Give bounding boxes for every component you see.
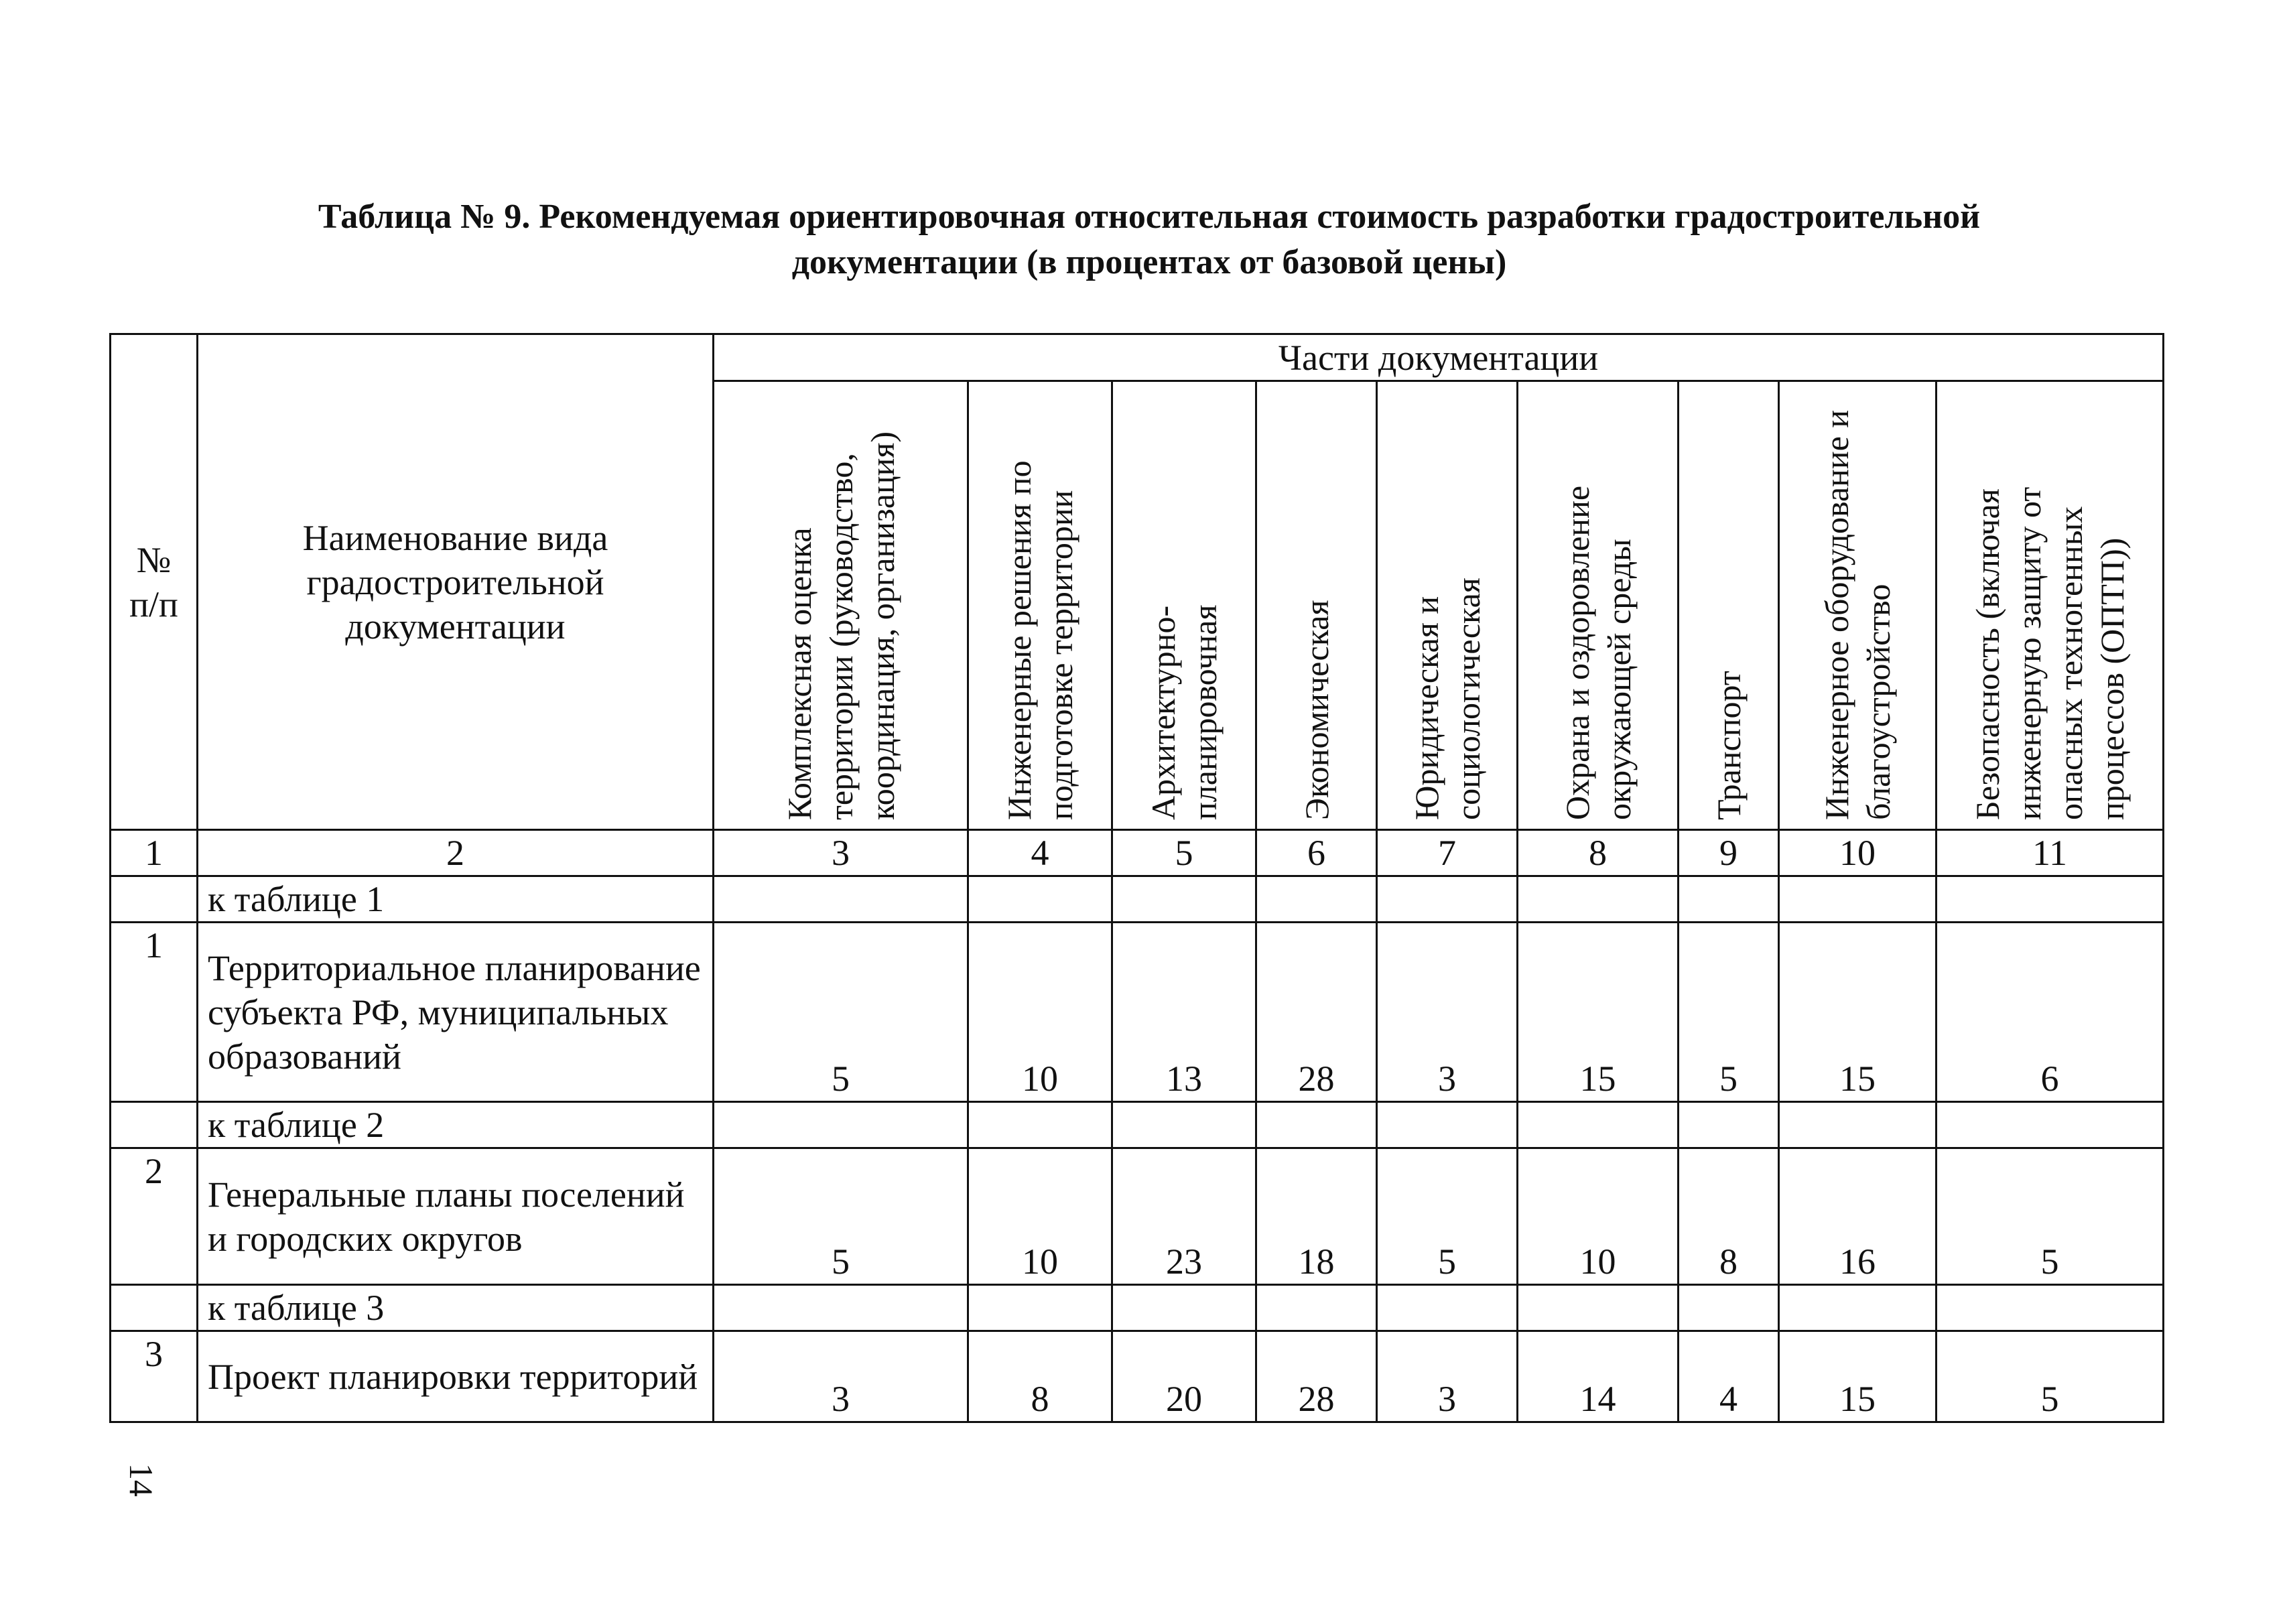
- header-num: № п/п: [111, 334, 198, 830]
- cost-table: [109, 333, 2164, 1423]
- page-number: 14: [123, 1463, 160, 1497]
- header-col-11: Безопасность (включая инженерную защиту от опасных техногенных процессов (ОПТП)): [1937, 381, 2164, 830]
- table-row: 1 Территориальное планирование субъекта РФ, муниципальных образований 5 10 13 28 3 15 5 15 6: [111, 923, 2164, 1102]
- section-row: к таблице 3: [111, 1285, 2164, 1331]
- table-row: 3 Проект планировки территорий 3 8 20 28 3 14 4 15 5: [111, 1331, 2164, 1422]
- header-col-7: Юридическая и социологическая: [1377, 381, 1518, 830]
- section-row: к таблице 1: [111, 876, 2164, 923]
- header-col-5: Архитектурно-планировочная: [1112, 381, 1256, 830]
- header-col-6: Экономическая: [1256, 381, 1377, 830]
- section-row: к таблице 2: [111, 1102, 2164, 1148]
- header-parts: Части документации: [714, 334, 2164, 381]
- header-col-4: Инженерные решения по подготовке территории: [968, 381, 1112, 830]
- header-name: Наименование вида градостроительной документации: [198, 334, 714, 830]
- header-col-9: Транспорт: [1679, 381, 1779, 830]
- table-title: [101, 194, 2198, 285]
- header-col-8: Охрана и оздоровление окружающей среды: [1518, 381, 1679, 830]
- title-line-2: документации (в процентах от базовой цены): [791, 243, 1507, 281]
- table-row: 2 Генеральные планы поселений и городских округов 5 10 23 18 5 10 8 16 5: [111, 1148, 2164, 1285]
- index-row: 1 2 3 4 5 6 7 8 9 10 11: [111, 830, 2164, 876]
- header-col-3: Комплексная оценка территории (руководство, координация, организация): [714, 381, 968, 830]
- header-col-10: Инженерное оборудование и благоустройство: [1779, 381, 1937, 830]
- title-line-1: Таблица № 9. Рекомендуемая ориентировочная относительная стоимость разработки градостроительной: [318, 198, 1981, 236]
